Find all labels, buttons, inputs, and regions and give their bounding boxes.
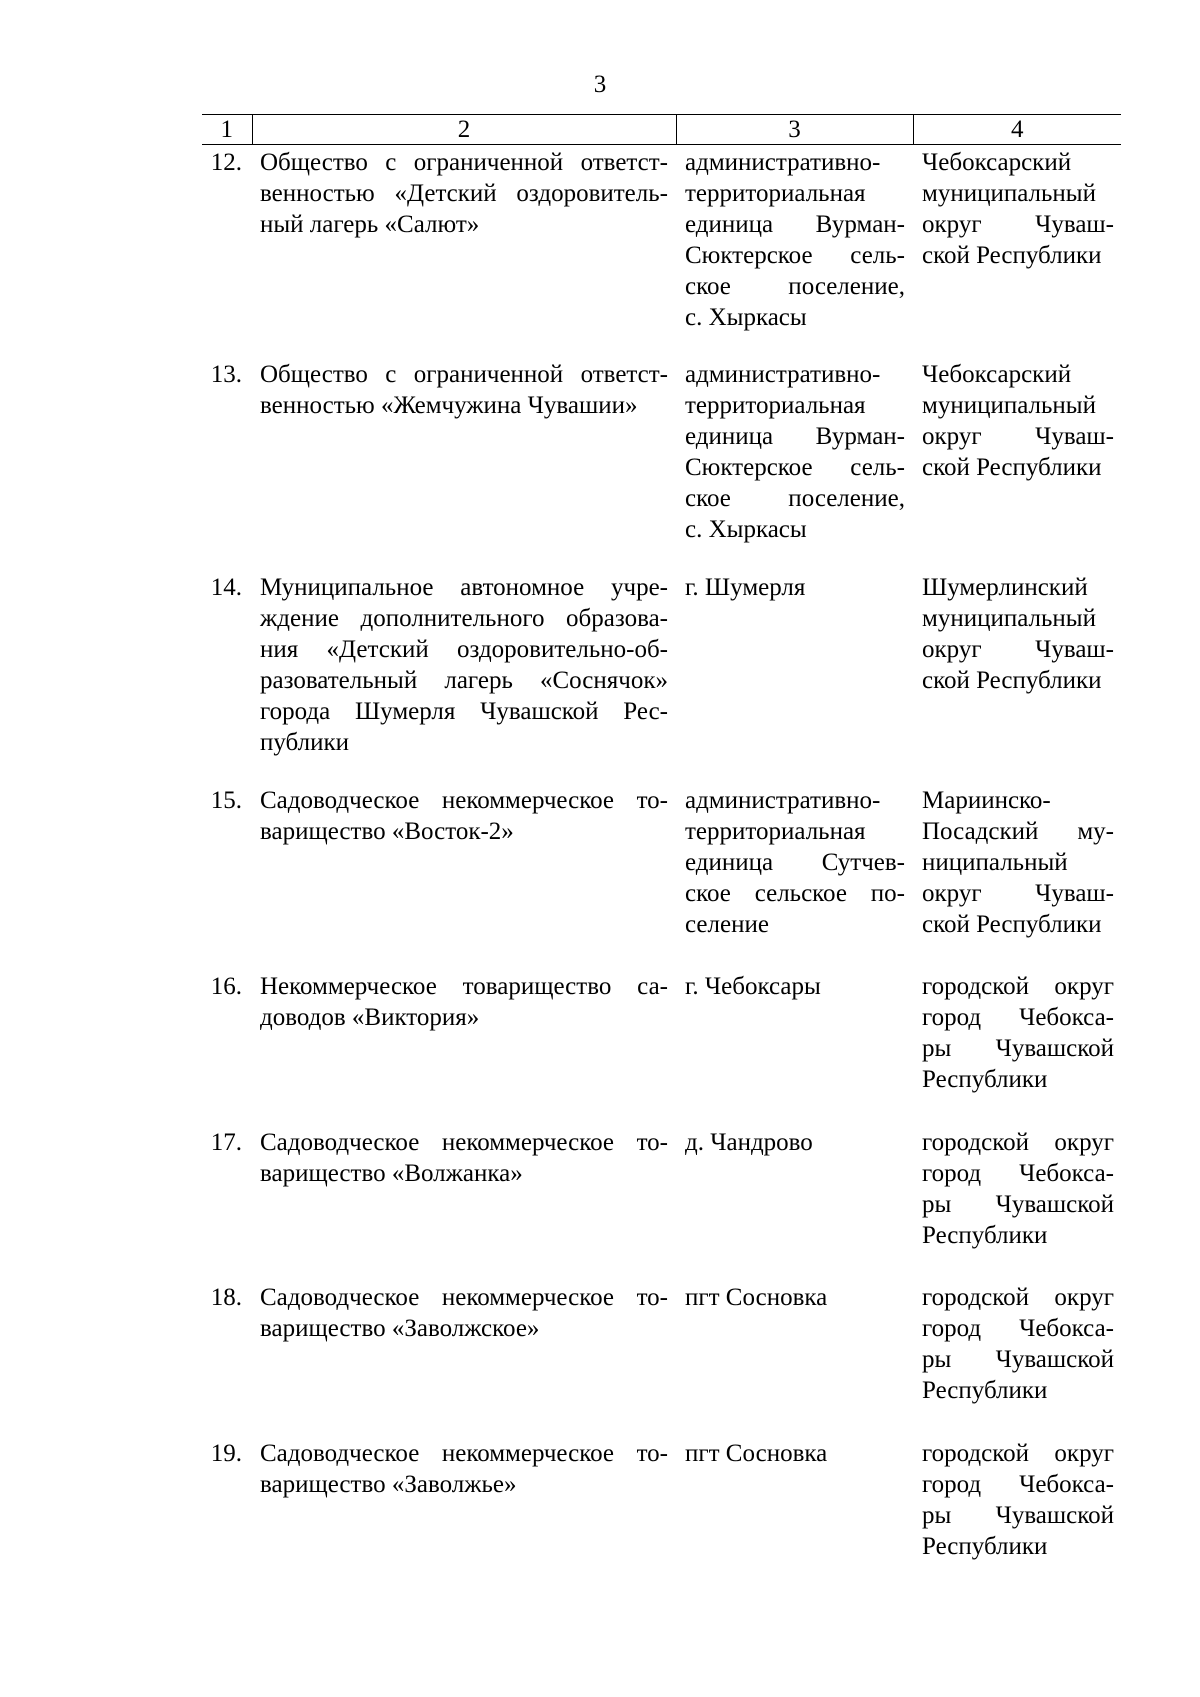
row-number: 17. — [210, 1129, 242, 1156]
municipality-line: муниципальный — [922, 605, 1096, 632]
municipality — [922, 785, 1114, 940]
location — [685, 1127, 905, 1158]
row-number: 13. — [210, 361, 242, 388]
location-line: ское поселение, — [685, 273, 905, 300]
municipality-line: муниципальный — [922, 180, 1096, 207]
municipality-line: Шумерлинский — [922, 574, 1088, 601]
organization-name — [260, 1438, 668, 1500]
municipality — [922, 971, 1114, 1095]
organization-name — [260, 785, 668, 847]
location-line: территориальная — [685, 818, 866, 845]
organization-name-line: варищество «Восток-2» — [260, 818, 514, 845]
organization-name-line: Садоводческое некоммерческое то- — [260, 787, 668, 814]
organization-name-line: Общество с ограниченной ответст- — [260, 361, 668, 388]
municipality-line: ской Республики — [922, 242, 1102, 269]
location — [685, 147, 905, 333]
location — [685, 971, 905, 1002]
organization-name-line: Садоводческое некоммерческое то- — [260, 1440, 668, 1467]
municipality — [922, 1282, 1114, 1406]
row-number: 18. — [210, 1284, 242, 1311]
location-line: территориальная — [685, 180, 866, 207]
location-line: Сюктерское сель- — [685, 454, 905, 481]
location — [685, 1282, 905, 1313]
location-line: территориальная — [685, 392, 866, 419]
organization-name — [260, 971, 668, 1033]
municipality-line: город Чебокса- — [922, 1315, 1114, 1342]
municipality-line: округ Чуваш- — [922, 880, 1114, 907]
municipality-line: городской округ — [922, 1284, 1114, 1311]
municipality-line: ниципальный — [922, 849, 1068, 876]
column-header-1: 1 — [202, 115, 252, 145]
organization-name-line: Садоводческое некоммерческое то- — [260, 1129, 668, 1156]
municipality-line: город Чебокса- — [922, 1004, 1114, 1031]
municipality-line: городской округ — [922, 1129, 1114, 1156]
location-line: с. Хыркасы — [685, 304, 807, 331]
organization-name-line: разовательный лагерь «Соснячок» — [260, 667, 668, 694]
municipality-line: городской округ — [922, 973, 1114, 1000]
column-header-3: 3 — [676, 115, 913, 145]
column-header-row — [202, 114, 1121, 145]
location-line: административно- — [685, 787, 881, 814]
row-number: 16. — [210, 973, 242, 1000]
municipality-line: округ Чуваш- — [922, 636, 1114, 663]
municipality-line: ской Республики — [922, 667, 1102, 694]
organization-name-line: варищество «Заволжье» — [260, 1471, 517, 1498]
organization-name-line: варищество «Заволжское» — [260, 1315, 540, 1342]
municipality — [922, 147, 1114, 271]
municipality-line: городской округ — [922, 1440, 1114, 1467]
page-number: 3 — [593, 71, 607, 98]
location-line: административно- — [685, 361, 881, 388]
municipality-line: Мариинско- — [922, 787, 1051, 814]
organization-name-line: Муниципальное автономное учре- — [260, 574, 668, 601]
column-header-4: 4 — [913, 115, 1121, 145]
municipality-line: ры Чувашской — [922, 1502, 1114, 1529]
location-line: административно- — [685, 149, 881, 176]
organization-name — [260, 1127, 668, 1189]
organization-name — [260, 147, 668, 240]
municipality-line: город Чебокса- — [922, 1471, 1114, 1498]
organization-name-line: публики — [260, 729, 350, 756]
municipality-line: ской Республики — [922, 454, 1102, 481]
row-number: 14. — [210, 574, 242, 601]
location — [685, 359, 905, 545]
location-line: г. Шумерля — [685, 574, 806, 601]
location-line: селение — [685, 911, 769, 938]
organization-name — [260, 1282, 668, 1344]
location-line: Сюктерское сель- — [685, 242, 905, 269]
organization-name-line: ния «Детский оздоровительно-об- — [260, 636, 668, 663]
municipality-line: округ Чуваш- — [922, 211, 1114, 238]
row-number: 19. — [210, 1440, 242, 1467]
municipality-line: Чебоксарский — [922, 149, 1072, 176]
municipality-line: ры Чувашской — [922, 1346, 1114, 1373]
location-line: единица Сутчев- — [685, 849, 905, 876]
location-line: пгт Сосновка — [685, 1284, 828, 1311]
organization-name-line: ждение дополнительного образова- — [260, 605, 668, 632]
organization-name-line: ный лагерь «Салют» — [260, 211, 480, 238]
municipality — [922, 1438, 1114, 1562]
organization-name — [260, 572, 668, 758]
row-number: 12. — [210, 149, 242, 176]
organization-name-line: города Шумерля Чувашской Рес- — [260, 698, 668, 725]
municipality-line: муниципальный — [922, 392, 1096, 419]
municipality-line: Республики — [922, 1222, 1048, 1249]
municipality-line: Республики — [922, 1066, 1048, 1093]
organization-name-line: доводов «Виктория» — [260, 1004, 480, 1031]
location — [685, 572, 905, 603]
municipality-line: Чебоксарский — [922, 361, 1072, 388]
location-line: единица Вурман- — [685, 423, 905, 450]
location-line: с. Хыркасы — [685, 516, 807, 543]
location-line: г. Чебоксары — [685, 973, 821, 1000]
municipality — [922, 572, 1114, 696]
municipality — [922, 1127, 1114, 1251]
municipality-line: Республики — [922, 1533, 1048, 1560]
location-line: д. Чандрово — [685, 1129, 813, 1156]
municipality-line: ры Чувашской — [922, 1191, 1114, 1218]
municipality-line: город Чебокса- — [922, 1160, 1114, 1187]
municipality-line: ры Чувашской — [922, 1035, 1114, 1062]
column-header-2: 2 — [252, 115, 676, 145]
organization-name-line: Общество с ограниченной ответст- — [260, 149, 668, 176]
municipality-line: ской Республики — [922, 911, 1102, 938]
municipality-line: Посадский му- — [922, 818, 1114, 845]
location-line: ское сельское по- — [685, 880, 905, 907]
organization-name-line: венностью «Детский оздоровитель- — [260, 180, 668, 207]
organization-name-line: венностью «Жемчужина Чувашии» — [260, 392, 638, 419]
municipality — [922, 359, 1114, 483]
organization-name — [260, 359, 668, 421]
location-line: пгт Сосновка — [685, 1440, 828, 1467]
row-number: 15. — [210, 787, 242, 814]
organization-name-line: Садоводческое некоммерческое то- — [260, 1284, 668, 1311]
organization-name-line: варищество «Волжанка» — [260, 1160, 523, 1187]
municipality-line: округ Чуваш- — [922, 423, 1114, 450]
organization-name-line: Некоммерческое товарищество са- — [260, 973, 668, 1000]
location-line: ское поселение, — [685, 485, 905, 512]
location — [685, 785, 905, 940]
municipality-line: Республики — [922, 1377, 1048, 1404]
location — [685, 1438, 905, 1469]
location-line: единица Вурман- — [685, 211, 905, 238]
